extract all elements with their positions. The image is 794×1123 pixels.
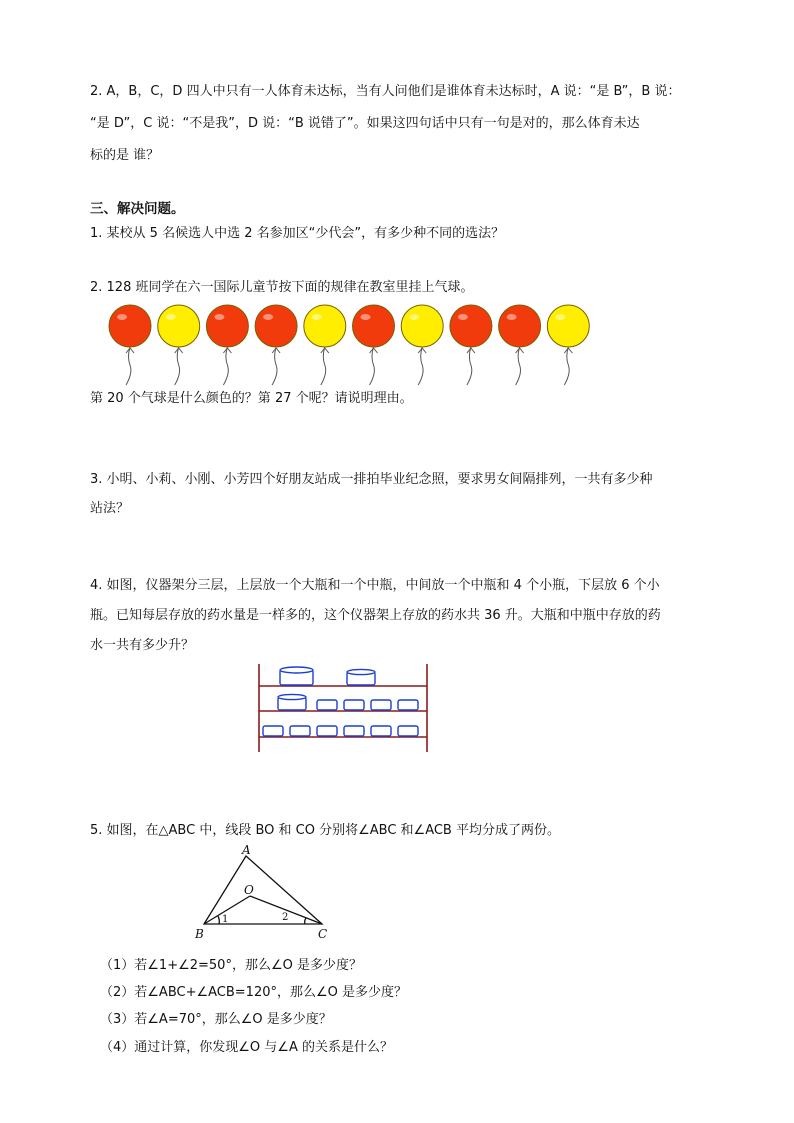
q2-line-2: “是 D”，C 说：“不是我”，D 说：“B 说错了”。如果这四句话中只有一句是对的，那么体育未达 [90, 116, 640, 131]
problem-5-question-1: （1）若∠1+∠2=50°，那么∠O 是多少度？ [100, 958, 362, 973]
problem-1: 1. 某校从 5 名候选人中选 2 名参加区“少代会”，有多少种不同的选法？ [90, 226, 505, 241]
problem-4-line-3: 水一共有多少升？ [90, 638, 195, 653]
red-balloon [353, 305, 395, 385]
small-bottle [344, 700, 364, 710]
label-b: B [195, 927, 204, 941]
red-balloon [206, 305, 248, 385]
medium-bottle [278, 694, 306, 710]
section-heading: 三、解决问题。 [90, 201, 185, 217]
label-angle-1: 1 [222, 914, 229, 925]
small-bottle [398, 700, 418, 710]
problem-2-question: 第 20 个气球是什么颜色的？第 27 个呢？请说明理由。 [90, 391, 413, 406]
problem-5-intro: 5. 如图，在△ABC 中，线段 BO 和 CO 分别将∠ABC 和∠ACB 平均分成了两份。 [90, 823, 560, 838]
medium-bottle [347, 669, 375, 685]
red-balloon [109, 305, 151, 385]
problem-4-line-1: 4. 如图，仪器架分三层，上层放一个大瓶和一个中瓶，中间放一个中瓶和 4 个小瓶，下层放 6 个小 [90, 578, 660, 593]
small-bottle [317, 700, 337, 710]
small-bottle [371, 700, 391, 710]
small-bottle [344, 726, 364, 736]
small-bottle [371, 726, 391, 736]
label-angle-2: 2 [282, 912, 289, 923]
shelf-figure [255, 658, 435, 753]
red-balloon [499, 305, 541, 385]
red-balloon [450, 305, 492, 385]
large-bottle [280, 667, 313, 685]
label-o: O [244, 883, 254, 897]
red-balloon [255, 305, 297, 385]
balloon-row [100, 302, 600, 382]
q2-line-3: 标的是 谁？ [90, 148, 160, 163]
yellow-balloon [158, 305, 200, 385]
yellow-balloon [547, 305, 589, 385]
problem-5-question-2: （2）若∠ABC+∠ACB=120°，那么∠O 是多少度？ [100, 985, 408, 1000]
label-c: C [318, 927, 328, 941]
label-a: A [242, 843, 251, 857]
problem-2-intro: 2. 128 班同学在六一国际儿童节按下面的规律在教室里挂上气球。 [90, 280, 474, 295]
angle-1-arc [218, 916, 219, 924]
problem-4-line-2: 瓶。已知每层存放的药水量是一样多的，这个仪器架上存放的药水共 36 升。大瓶和中瓶中存放的药 [90, 608, 661, 623]
problem-3-line-2: 站法？ [90, 501, 130, 516]
problem-5-question-4: （4）通过计算，你发现∠O 与∠A 的关系是什么？ [100, 1040, 393, 1055]
problem-3-line-1: 3. 小明、小莉、小刚、小芳四个好朋友站成一排拍毕业纪念照，要求男女间隔排列，一共有多少种 [90, 472, 653, 487]
problem-5-question-3: （3）若∠A=70°，那么∠O 是多少度？ [100, 1012, 332, 1027]
small-bottle [317, 726, 337, 736]
triangle-figure [190, 843, 340, 941]
small-bottle [263, 726, 283, 736]
yellow-balloon [401, 305, 443, 385]
angle-2-arc [305, 918, 306, 924]
yellow-balloon [304, 305, 346, 385]
q2-line-1: 2. A，B，C，D 四人中只有一人体育未达标，当有人问他们是谁体育未达标时，A 说：“是 B”，B 说： [90, 84, 681, 99]
small-bottle [398, 726, 418, 736]
small-bottle [290, 726, 310, 736]
